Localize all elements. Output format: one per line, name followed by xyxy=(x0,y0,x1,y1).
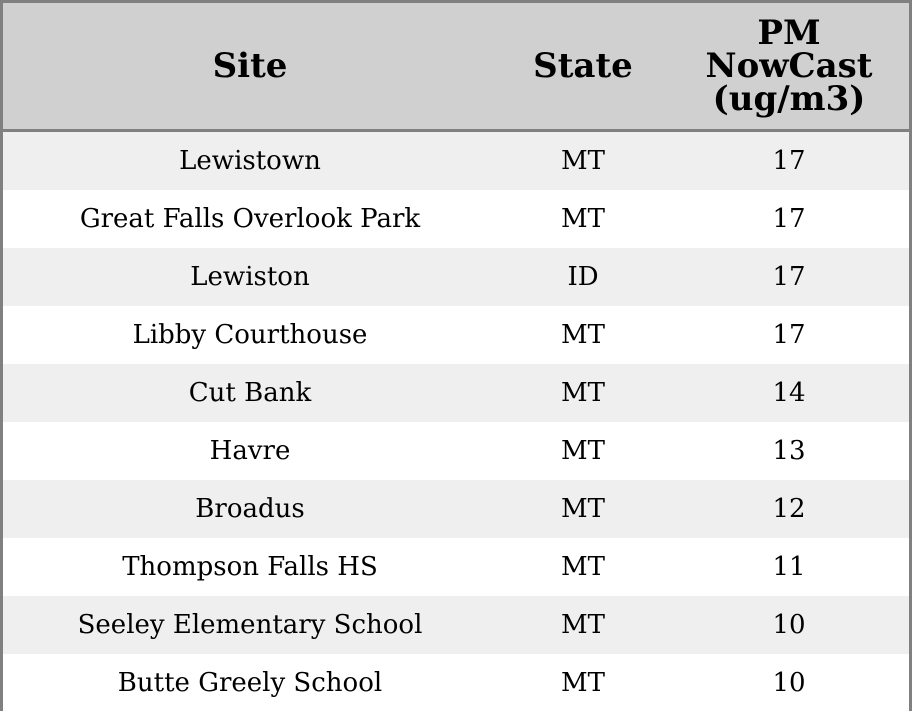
table-cell-pm-nowcast: 14 xyxy=(772,378,806,408)
table-cell-site: Lewiston xyxy=(190,262,310,292)
column-header-site-label: Site xyxy=(212,45,288,86)
table-row xyxy=(3,248,909,306)
column-header-pm-nowcast-label xyxy=(705,12,873,119)
table-cell-pm-nowcast: 17 xyxy=(772,262,806,292)
table-cell-state: MT xyxy=(561,146,605,176)
column-header-pm-nowcast xyxy=(669,3,909,129)
table-cell-state: MT xyxy=(561,320,605,350)
column-header-state xyxy=(497,3,669,129)
table-row xyxy=(3,190,909,248)
table-cell-site: Thompson Falls HS xyxy=(122,552,378,582)
table-cell-pm-nowcast: 17 xyxy=(772,204,806,234)
table-cell-site: Broadus xyxy=(195,494,305,524)
table-cell-site: Butte Greely School xyxy=(117,668,383,698)
table-row xyxy=(3,422,909,480)
table-cell-pm-nowcast: 10 xyxy=(772,668,806,698)
table-cell-site: Cut Bank xyxy=(188,378,312,408)
table-cell-state: MT xyxy=(561,204,605,234)
table-row xyxy=(3,480,909,538)
column-header-state-label: State xyxy=(533,45,633,86)
table-cell-state: MT xyxy=(561,436,605,466)
table-cell-state: ID xyxy=(567,262,599,292)
table-row xyxy=(3,132,909,190)
table-cell-pm-nowcast: 11 xyxy=(772,552,806,582)
table-cell-state: MT xyxy=(561,494,605,524)
header-line-3: (ug/m3) xyxy=(712,78,866,119)
table-row xyxy=(3,654,909,712)
table-cell-site: Havre xyxy=(209,436,291,466)
table-cell-state: MT xyxy=(561,378,605,408)
table-cell-site: Great Falls Overlook Park xyxy=(79,204,421,234)
table-cell-state: MT xyxy=(561,552,605,582)
header-line-2: NowCast xyxy=(705,45,873,86)
table-row xyxy=(3,596,909,654)
table-cell-state: MT xyxy=(561,610,605,640)
table-cell-pm-nowcast: 17 xyxy=(772,320,806,350)
header-line-1: PM xyxy=(757,12,821,53)
table-cell-pm-nowcast: 17 xyxy=(772,146,806,176)
table-cell-state: MT xyxy=(561,668,605,698)
table-row xyxy=(3,306,909,364)
table-cell-site: Libby Courthouse xyxy=(132,320,368,350)
table-cell-site: Seeley Elementary School xyxy=(77,610,423,640)
table-cell-pm-nowcast: 12 xyxy=(772,494,806,524)
table-header xyxy=(3,3,909,132)
table-row xyxy=(3,538,909,596)
table-cell-pm-nowcast: 13 xyxy=(772,436,806,466)
table-row xyxy=(3,364,909,422)
table-cell-site: Lewistown xyxy=(179,146,321,176)
table-cell-pm-nowcast: 10 xyxy=(772,610,806,640)
column-header-site xyxy=(3,3,497,129)
table-body xyxy=(3,132,909,712)
